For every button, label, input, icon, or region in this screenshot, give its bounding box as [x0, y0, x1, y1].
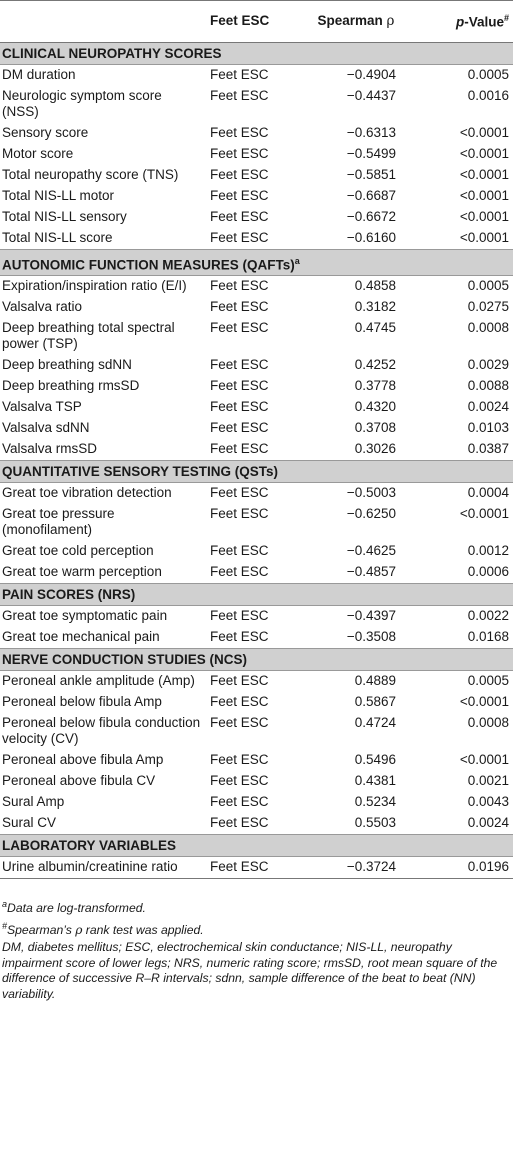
table-row — [0, 792, 513, 813]
variable-cell: Total NIS-LL score — [2, 229, 113, 245]
variable-cell: Neurologic symptom score (NSS) — [2, 87, 162, 119]
table-row — [0, 439, 513, 461]
spearman-rho-cell: 0.5234 — [354, 794, 396, 809]
variable-cell: Great toe vibration detection — [2, 485, 172, 500]
spearman-rho-cell: 0.3708 — [354, 420, 396, 435]
spearman-rho-cell: 0.3182 — [354, 299, 396, 314]
section-title-text: CLINICAL NEUROPATHY SCORES — [2, 45, 222, 61]
p-value-cell: <0.0001 — [459, 752, 509, 767]
table-row — [0, 504, 513, 541]
section-title — [0, 584, 513, 606]
feet-esc-cell: Feet ESC — [210, 166, 269, 182]
variable-cell: Urine albumin/creatinine ratio — [2, 859, 178, 874]
section-title-text: QUANTITATIVE SENSORY TESTING (QSTs) — [2, 464, 279, 479]
p-value-cell: <0.0001 — [459, 208, 509, 224]
spearman-rho-cell: 0.5496 — [354, 752, 396, 767]
section-title — [0, 42, 513, 64]
section-header-row — [0, 461, 513, 483]
spearman-rho-cell: −0.5851 — [346, 166, 396, 182]
variable-cell: Valsalva sdNN — [2, 420, 90, 435]
feet-esc-cell: Feet ESC — [210, 629, 269, 644]
variable-cell: Deep breathing rmsSD — [2, 378, 140, 393]
spearman-rho-cell: 0.5867 — [354, 694, 396, 709]
variable-cell: Great toe symptomatic pain — [2, 608, 168, 623]
p-value-cell: 0.0006 — [467, 564, 509, 579]
table-row — [0, 606, 513, 628]
section-header-row — [0, 584, 513, 606]
p-value-cell: 0.0016 — [467, 87, 509, 103]
footnote-abbreviations: DM, diabetes mellitus; ESC, electrochemical skin conductance; NIS-LL, neuropathy impairment score of lower legs; NRS, numeric rating score; rmsSD, root mean square of the difference of successive R–R intervals; sdnn, sample difference of the beat to beat (NN) variability. — [2, 940, 498, 1001]
section-title-text: LABORATORY VARIABLES — [2, 838, 177, 853]
table-row — [0, 397, 513, 418]
spearman-rho-cell: −0.5003 — [346, 485, 396, 500]
p-value-cell: <0.0001 — [459, 694, 509, 709]
table-row — [0, 692, 513, 713]
table-row — [0, 297, 513, 318]
variable-cell: Valsalva rmsSD — [2, 441, 98, 456]
section-header-row — [0, 249, 513, 276]
variable-cell: Total NIS-LL sensory — [2, 208, 127, 224]
table-row — [0, 771, 513, 792]
footnote-a — [2, 897, 509, 917]
variable-cell: Great toe warm perception — [2, 564, 162, 579]
table-row — [0, 813, 513, 835]
p-value-cell: <0.0001 — [459, 187, 509, 203]
section-title-text: AUTONOMIC FUNCTION MEASURES (QAFTs) — [2, 257, 295, 272]
header-spearman-text: Spearman — [317, 13, 387, 28]
feet-esc-cell: Feet ESC — [210, 506, 269, 521]
p-value-cell: 0.0012 — [467, 543, 509, 558]
feet-esc-cell: Feet ESC — [210, 357, 269, 372]
p-value-cell: 0.0008 — [467, 320, 509, 335]
table-row — [0, 713, 513, 750]
spearman-rho-cell: 0.5503 — [354, 815, 396, 830]
spearman-rho-cell: −0.4437 — [346, 87, 396, 103]
variable-cell: Deep breathing total spectral power (TSP) — [2, 320, 175, 351]
spearman-rho-cell: −0.4904 — [346, 66, 396, 82]
spearman-rho-cell: 0.4724 — [354, 715, 396, 730]
spearman-rho-cell: −0.4625 — [346, 543, 396, 558]
p-value-cell: <0.0001 — [459, 506, 509, 521]
header-row — [0, 1, 513, 43]
feet-esc-cell: Feet ESC — [210, 187, 269, 203]
p-value-cell: 0.0021 — [467, 773, 509, 788]
feet-esc-cell: Feet ESC — [210, 543, 269, 558]
section-title-text: PAIN SCORES (NRS) — [2, 587, 136, 602]
p-value-cell: 0.0168 — [467, 629, 509, 644]
feet-esc-cell: Feet ESC — [210, 66, 269, 82]
table-row — [0, 483, 513, 505]
table-row — [0, 318, 513, 355]
p-value-cell: 0.0103 — [467, 420, 509, 435]
feet-esc-cell: Feet ESC — [210, 229, 269, 245]
variable-cell: Sural Amp — [2, 794, 65, 809]
table-row — [0, 276, 513, 298]
variable-cell: Total NIS-LL motor — [2, 187, 115, 203]
section-title-text: NERVE CONDUCTION STUDIES (NCS) — [2, 652, 248, 667]
spearman-rho-cell: −0.4397 — [346, 608, 396, 623]
variable-cell: Great toe pressure (monofilament) — [2, 506, 115, 537]
variable-cell: Peroneal ankle amplitude (Amp) — [2, 673, 195, 688]
section-title — [0, 461, 513, 483]
variable-cell: Sural CV — [2, 815, 57, 830]
header-p-text: -Value — [464, 14, 504, 30]
table-row — [0, 186, 513, 207]
footnote-hash — [2, 919, 509, 939]
table-bottom-rule — [0, 878, 513, 879]
table-row — [0, 228, 513, 250]
table-row — [0, 165, 513, 186]
table-row — [0, 671, 513, 693]
spearman-rho-cell: −0.6687 — [346, 187, 396, 203]
spearman-rho-cell: −0.4857 — [346, 564, 396, 579]
table-row — [0, 355, 513, 376]
feet-esc-cell: Feet ESC — [210, 145, 269, 161]
p-value-cell: 0.0029 — [467, 357, 509, 372]
feet-esc-cell: Feet ESC — [210, 378, 269, 393]
header-p-value — [414, 1, 513, 43]
feet-esc-cell: Feet ESC — [210, 208, 269, 224]
p-value-cell: 0.0024 — [467, 815, 509, 830]
p-value-cell: 0.0005 — [467, 278, 509, 293]
footnote-a-mark: a — [2, 899, 8, 909]
feet-esc-cell: Feet ESC — [210, 673, 269, 688]
feet-esc-cell: Feet ESC — [210, 299, 269, 314]
variable-cell: Motor score — [2, 145, 74, 161]
p-value-cell: 0.0387 — [467, 441, 509, 456]
table-row — [0, 541, 513, 562]
p-value-cell: 0.0196 — [467, 859, 509, 874]
variable-cell: Expiration/inspiration ratio (E/I) — [2, 278, 187, 293]
variable-cell: Great toe cold perception — [2, 543, 154, 558]
footnote-hash-text-1: Spearman’s — [7, 922, 76, 937]
section-title-sup: a — [294, 255, 300, 266]
feet-esc-cell: Feet ESC — [210, 124, 269, 140]
p-value-cell: <0.0001 — [459, 124, 509, 140]
feet-esc-cell: Feet ESC — [210, 320, 269, 335]
spearman-rho-cell: 0.4745 — [354, 320, 396, 335]
table-row — [0, 750, 513, 771]
variable-cell: Peroneal above fibula CV — [2, 773, 156, 788]
spearman-rho-cell: −0.6672 — [346, 208, 396, 224]
feet-esc-cell: Feet ESC — [210, 859, 269, 874]
table-row — [0, 64, 513, 86]
header-p-sup: # — [503, 13, 509, 23]
p-value-cell: 0.0005 — [467, 673, 509, 688]
spearman-rho-cell: −0.6160 — [346, 229, 396, 245]
spearman-rho-cell: 0.4252 — [354, 357, 396, 372]
variable-cell: Peroneal above fibula Amp — [2, 752, 164, 767]
table-row — [0, 376, 513, 397]
spearman-rho-cell: −0.3508 — [346, 629, 396, 644]
footnote-hash-mark: # — [2, 920, 8, 931]
section-header-row — [0, 835, 513, 857]
spearman-rho-cell: −0.6250 — [346, 506, 396, 521]
p-value-cell: 0.0043 — [467, 794, 509, 809]
table-row — [0, 86, 513, 123]
feet-esc-cell: Feet ESC — [210, 694, 269, 709]
variable-cell: Valsalva TSP — [2, 399, 82, 414]
section-header-row — [0, 42, 513, 64]
spearman-rho-cell: 0.4381 — [354, 773, 396, 788]
variable-cell: Great toe mechanical pain — [2, 629, 160, 644]
p-value-cell: 0.0022 — [467, 608, 509, 623]
variable-cell: Sensory score — [2, 124, 89, 140]
footnote-rho: ρ — [75, 922, 83, 937]
footnote-hash-text-2: rank test was applied. — [82, 922, 204, 937]
header-variable — [0, 1, 206, 43]
table-row — [0, 123, 513, 144]
feet-esc-cell: Feet ESC — [210, 815, 269, 830]
spearman-rho-cell: 0.3026 — [354, 441, 396, 456]
section-title — [0, 249, 513, 276]
footnotes — [0, 893, 513, 1002]
spearman-rho-cell: 0.4889 — [354, 673, 396, 688]
spearman-rho-cell: −0.3724 — [346, 859, 396, 874]
table-row — [0, 418, 513, 439]
header-p-letter: p — [455, 14, 465, 30]
header-feet-esc: Feet ESC — [206, 1, 302, 43]
section-title — [0, 649, 513, 671]
feet-esc-cell: Feet ESC — [210, 752, 269, 767]
feet-esc-cell: Feet ESC — [210, 420, 269, 435]
feet-esc-cell: Feet ESC — [210, 87, 269, 103]
header-spearman — [302, 1, 414, 43]
variable-cell: Peroneal below fibula conduction velocity (CV) — [2, 715, 201, 746]
feet-esc-cell: Feet ESC — [210, 773, 269, 788]
table-row — [0, 857, 513, 879]
p-value-cell: 0.0008 — [467, 715, 509, 730]
footnote-a-text: Data are log-transformed. — [7, 901, 146, 916]
p-value-cell: 0.0275 — [467, 299, 509, 314]
feet-esc-cell: Feet ESC — [210, 399, 269, 414]
p-value-cell: 0.0088 — [467, 378, 509, 393]
spearman-rho-cell: −0.5499 — [346, 145, 396, 161]
p-value-cell: 0.0024 — [467, 399, 509, 414]
spearman-rho-cell: 0.3778 — [354, 378, 396, 393]
variable-cell: DM duration — [2, 66, 76, 82]
table-body — [0, 42, 513, 878]
p-value-cell: 0.0005 — [467, 66, 509, 82]
variable-cell: Valsalva ratio — [2, 299, 83, 314]
table-row — [0, 144, 513, 165]
table-row — [0, 627, 513, 649]
feet-esc-cell: Feet ESC — [210, 485, 269, 500]
section-header-row — [0, 649, 513, 671]
rho-symbol: ρ — [386, 13, 395, 29]
feet-esc-cell: Feet ESC — [210, 278, 269, 293]
variable-cell: Total neuropathy score (TNS) — [2, 166, 179, 182]
variable-cell: Peroneal below fibula Amp — [2, 694, 162, 709]
table-row — [0, 562, 513, 584]
table-row — [0, 207, 513, 228]
spearman-rho-cell: −0.6313 — [346, 124, 396, 140]
p-value-cell: 0.0004 — [467, 485, 509, 500]
p-value-cell: <0.0001 — [459, 229, 509, 245]
spearman-rho-cell: 0.4320 — [354, 399, 396, 414]
feet-esc-cell: Feet ESC — [210, 564, 269, 579]
spearman-rho-cell: 0.4858 — [354, 278, 396, 293]
table-header — [0, 1, 513, 43]
feet-esc-cell: Feet ESC — [210, 441, 269, 456]
feet-esc-cell: Feet ESC — [210, 715, 269, 730]
p-value-cell: <0.0001 — [459, 145, 509, 161]
p-value-cell: <0.0001 — [459, 166, 509, 182]
feet-esc-cell: Feet ESC — [210, 608, 269, 623]
variable-cell: Deep breathing sdNN — [2, 357, 132, 372]
feet-esc-cell: Feet ESC — [210, 794, 269, 809]
section-title — [0, 835, 513, 857]
